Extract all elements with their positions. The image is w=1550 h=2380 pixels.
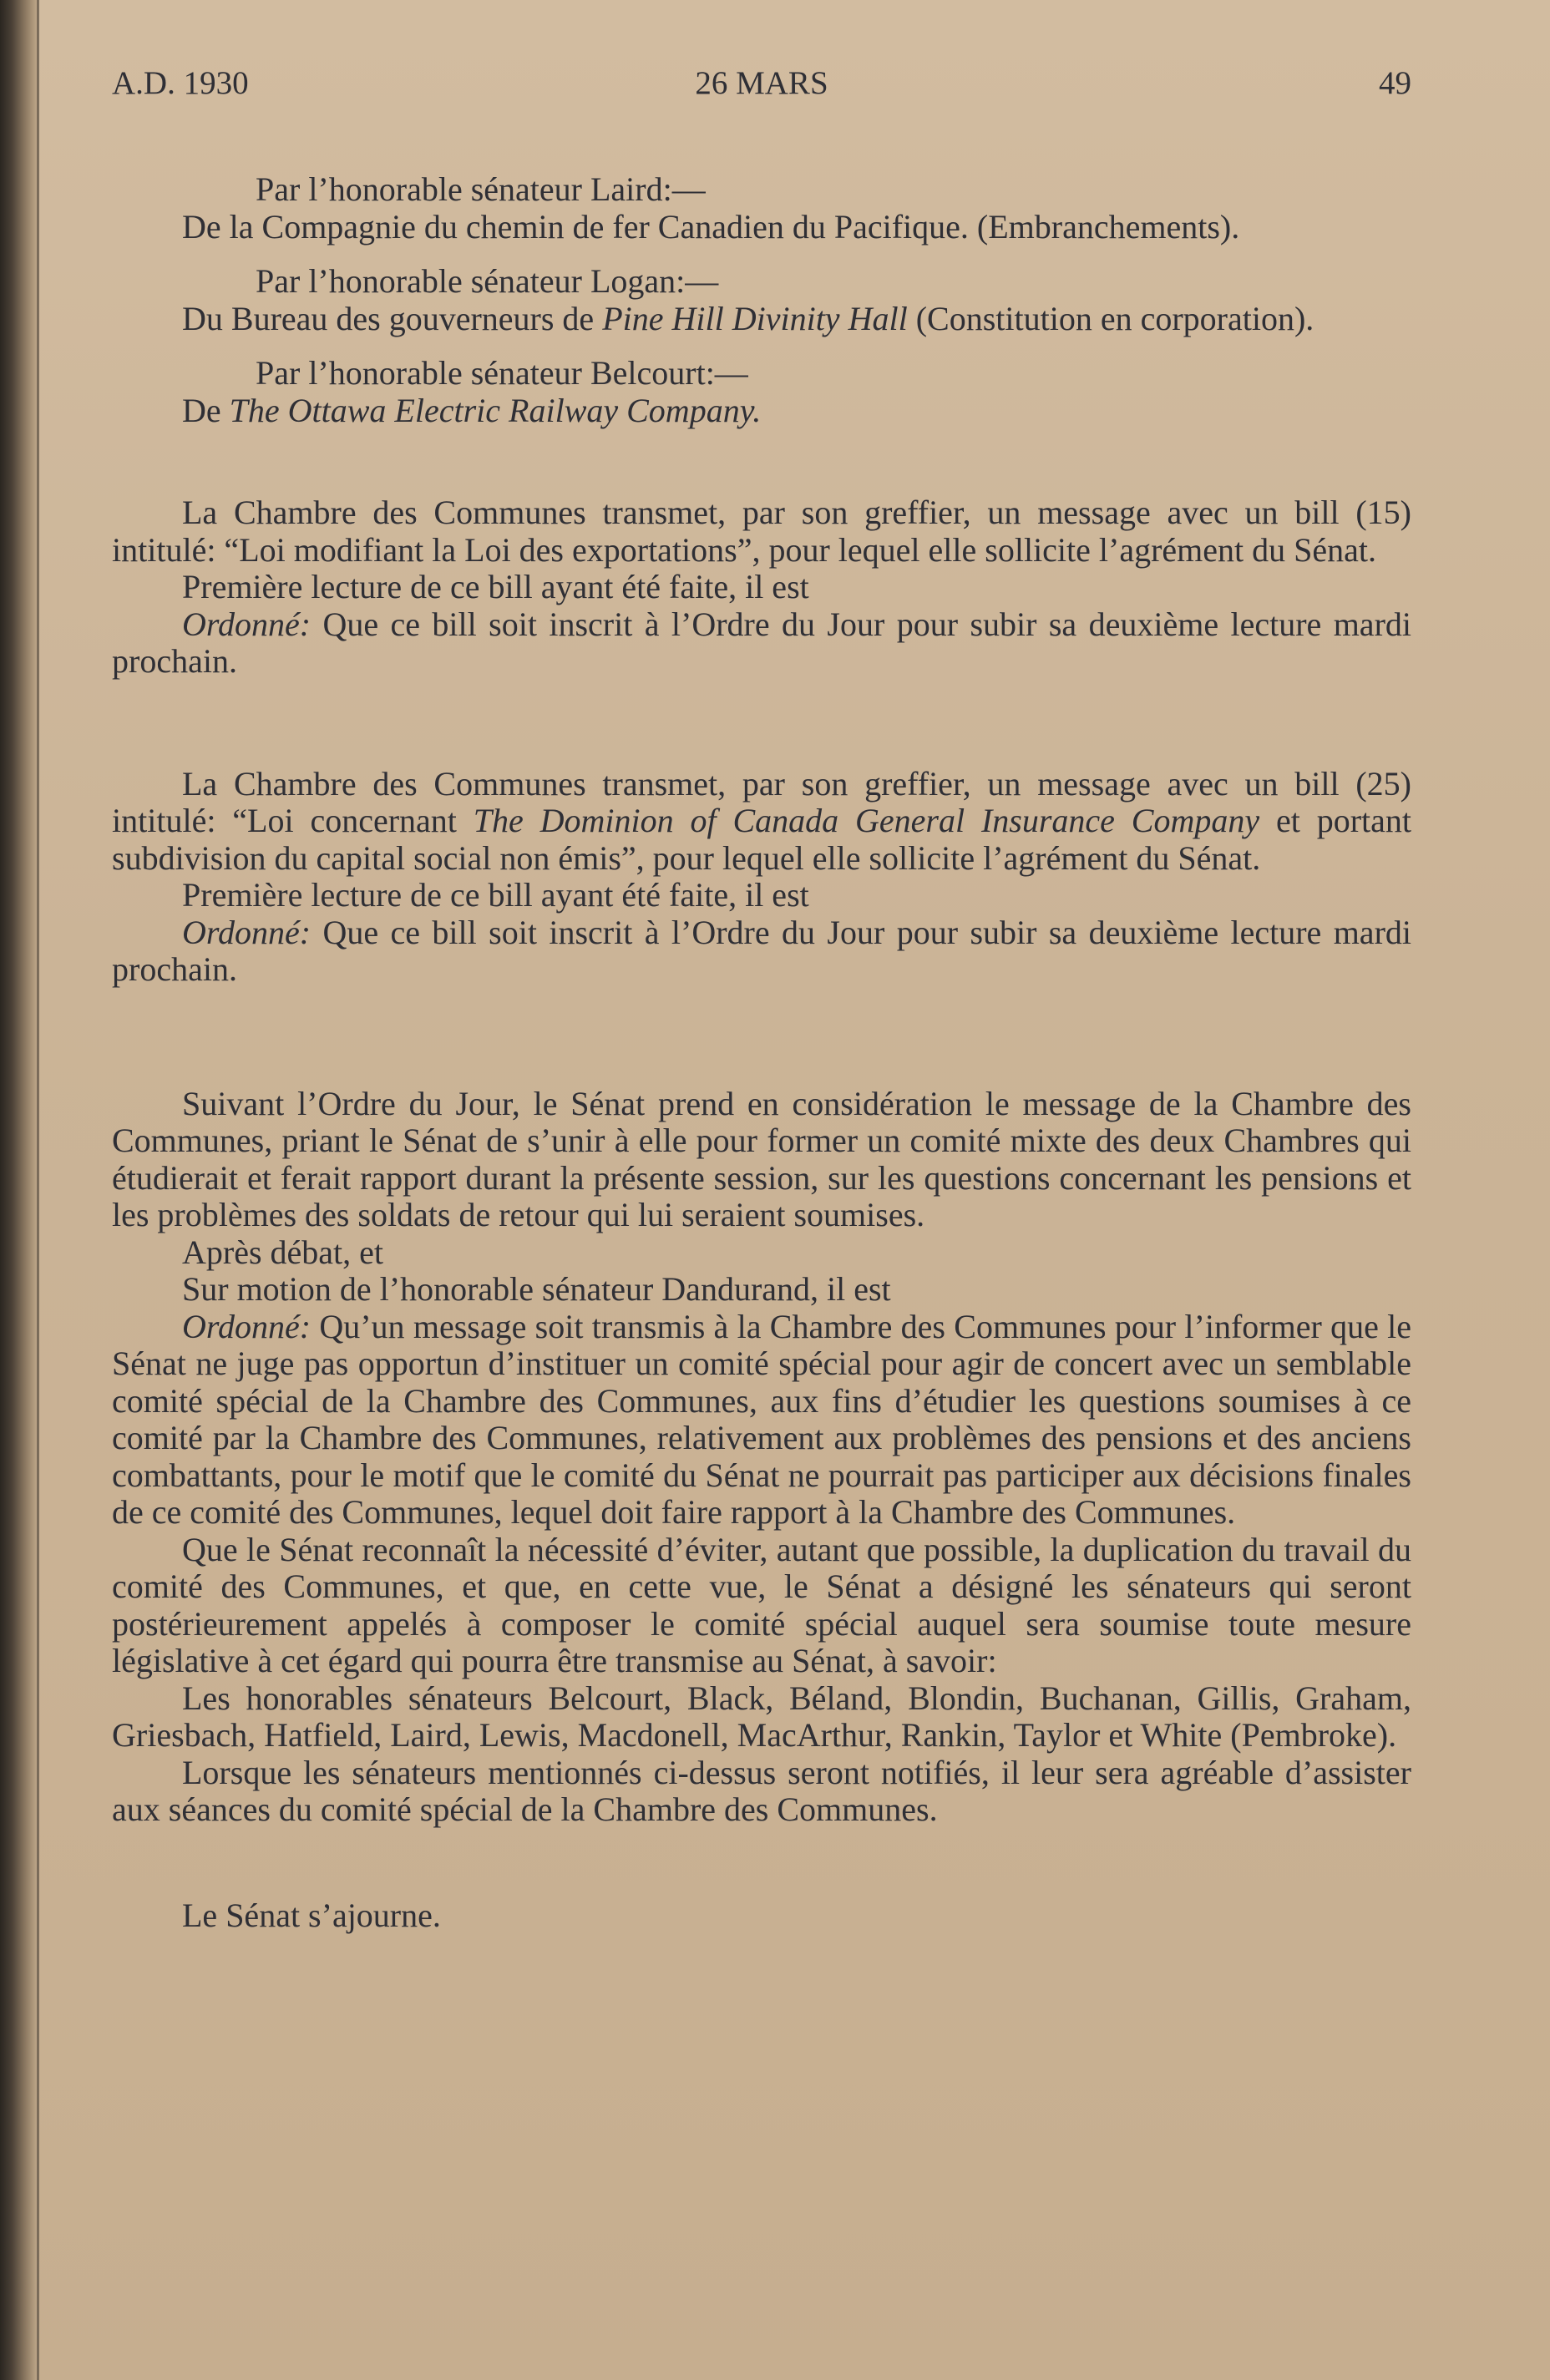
logan-text-pre: Du Bureau des gouverneurs de [182, 299, 603, 337]
laird-intro: Par l’honorable sénateur Laird:— [256, 170, 706, 208]
belcourt-text-italic: The Ottawa Electric Railway Company. [229, 391, 762, 429]
bill25-text [112, 766, 1411, 878]
belcourt-text-pre: De [182, 391, 230, 429]
bill25-order-text: Que ce bill soit inscrit à l’Ordre du Jour pour subir sa deuxième lecture mardi prochain. [112, 913, 1411, 988]
book-binding-shadow [0, 0, 38, 2380]
bill15-order-label: Ordonné: [182, 605, 312, 643]
adjourn-text: Le Sénat s’ajourne. [182, 1896, 441, 1934]
page-body [112, 171, 1411, 1934]
page-number: 49 [1379, 65, 1411, 101]
committee-order-text: Qu’un message soit transmis à la Chambre des Communes pour l’informer que le Sénat ne juge pas opportun d’instituer un comité spécial pour agir de concert avec un semblable comité spécial de la Chambre des Communes, aux fins d’étudier les questions soumises à ce comité par la Chambre des Communes, relativement aux problèmes des pensions et des anciens combattants, pour le motif que le comité du Sénat ne pourrait pas participer aux décisions finales de ce comité des Communes, lequel doit faire rapport à la Chambre des Communes. [112, 1307, 1411, 1531]
motion-text: Sur motion de l’honorable sénateur Dandurand, il est [182, 1270, 891, 1308]
bill25-text-post: et portant subdivision du capital social non émis”, pour lequel elle sollicite l’agrément du Sénat. [112, 802, 1412, 877]
bill15-order [112, 606, 1411, 681]
logan-text-post: (Constitution en corporation). [907, 299, 1314, 337]
laird-text: De la Compagnie du chemin de fer Canadien du Pacifique. (Embranchements). [182, 207, 1240, 246]
bill25-text-pre: La Chambre des Communes transmet, par son greffier, un message avec un bill (25) intitulé: “Loi concernant [112, 764, 1411, 839]
page-header [112, 58, 1411, 109]
bill25-reading: Première lecture de ce bill ayant été faite, il est [182, 876, 809, 914]
committee-text: Suivant l’Ordre du Jour, le Sénat prend en considération le message de la Chambre des Communes, priant le Sénat de s’unir à elle pour former un comité mixte des deux Chambres qui étudierait et ferait rapport durant la présente session, sur les questions concernant les pensions et les problèmes des soldats de retour qui lui seraient soumises. [112, 1084, 1411, 1233]
bill25-order-label: Ordonné: [182, 913, 312, 951]
notification-text: Lorsque les sénateurs mentionnés ci-dessus seront notifiés, il leur sera agréable d’assister aux séances du comité spécial de la Chambre des Communes. [112, 1753, 1411, 1828]
header-year: A.D. 1930 [112, 65, 249, 101]
bill15-order-text: Que ce bill soit inscrit à l’Ordre du Jour pour subir sa deuxième lecture mardi prochain. [112, 605, 1411, 680]
logan-text-italic: Pine Hill Divinity Hall [602, 299, 908, 337]
bill15-text: La Chambre des Communes transmet, par son greffier, un message avec un bill (15) intitulé: “Loi modifiant la Loi des exportations”, pour lequel elle sollicite l’agrément du Sénat. [112, 494, 1411, 569]
logan-intro: Par l’honorable sénateur Logan:— [256, 262, 719, 300]
belcourt-intro: Par l’honorable sénateur Belcourt:— [256, 354, 748, 392]
book-spine-line [37, 0, 39, 2380]
senators-list: Les honorables sénateurs Belcourt, Black, Béland, Blondin, Buchanan, Gillis, Graham, Griesbach, Hatfield, Laird, Lewis, Macdonell, MacArthur, Rankin, Taylor et White (Pembroke). [112, 1679, 1411, 1754]
committee-order [112, 1309, 1411, 1532]
committee-order-label: Ordonné: [182, 1307, 312, 1345]
bill25-text-italic: The Dominion of Canada General Insurance Company [473, 802, 1260, 839]
recognition-text: Que le Sénat reconnaît la nécessité d’éviter, autant que possible, la duplication du travail du comité des Communes, et que, en cette vue, le Sénat a désigné les sénateurs qui seront postérieurement appelés à composer le comité spécial auquel sera soumise toute mesure législative à cet égard qui pourra être transmise au Sénat, à savoir: [112, 1530, 1411, 1679]
bill25-order [112, 914, 1411, 989]
header-date: 26 MARS [695, 65, 828, 101]
debate-text: Après débat, et [182, 1233, 384, 1271]
belcourt-text [112, 392, 1411, 430]
logan-text [112, 301, 1411, 338]
bill15-reading: Première lecture de ce bill ayant été faite, il est [182, 568, 809, 605]
